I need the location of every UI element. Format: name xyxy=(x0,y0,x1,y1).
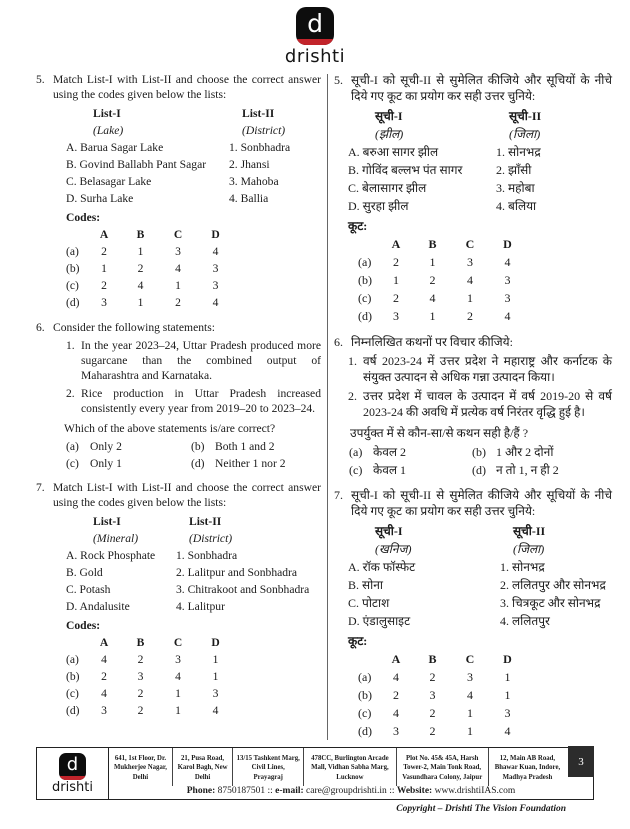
code-value: 1 xyxy=(175,687,181,700)
match-item: A. बरुआ सागर झील xyxy=(348,145,439,159)
match-item: D. सुरहा झील xyxy=(348,199,409,213)
code-value: 3 xyxy=(429,688,436,702)
code-value: 2 xyxy=(137,704,144,717)
codes-header-spacer xyxy=(66,634,86,651)
option-text: केवल 2 xyxy=(373,445,407,459)
email-value: care@groupdrishti.in xyxy=(306,786,387,796)
code-value: 4 xyxy=(212,704,219,717)
match-item: D. एंडालुसाइट xyxy=(348,614,411,628)
logo-letter: d xyxy=(66,753,79,775)
options xyxy=(66,439,321,471)
codes-row xyxy=(358,289,612,307)
match-list xyxy=(348,107,612,215)
code-value: 2 xyxy=(467,309,473,323)
code-value: 1 xyxy=(212,670,219,683)
codes-header: D xyxy=(503,237,512,251)
page-number: 3 xyxy=(568,746,594,777)
code-value: 3 xyxy=(175,245,181,258)
code-value: 2 xyxy=(429,273,436,287)
question-5-en xyxy=(36,72,321,311)
question-5-hi xyxy=(334,72,612,325)
list1-subheader: (Mineral) xyxy=(93,532,139,545)
match-item: 3. महोबा xyxy=(496,181,535,195)
codes-header: B xyxy=(136,636,145,649)
code-value: 1 xyxy=(175,704,181,717)
codes-label: कूट: xyxy=(348,219,368,233)
code-value: 4 xyxy=(175,262,181,275)
code-value: 4 xyxy=(504,309,511,323)
codes-header: C xyxy=(173,228,183,241)
match-item: 4. बलिया xyxy=(496,199,537,213)
codes-header: B xyxy=(428,652,437,666)
option-label: (c) xyxy=(349,463,363,477)
match-item: 3. Mahoba xyxy=(229,175,279,188)
copyright-line: Copyright – Drishti The Vision Foundation xyxy=(396,804,566,814)
option-label: (c) xyxy=(66,457,79,470)
code-value: 4 xyxy=(212,296,219,309)
option-text: केवल 1 xyxy=(373,463,407,477)
codes-header: A xyxy=(99,228,109,241)
question-number: 7. xyxy=(36,481,45,494)
codes-row xyxy=(358,668,612,686)
hindi-column xyxy=(334,72,612,740)
option-label: (b) xyxy=(191,440,205,453)
code-value: 2 xyxy=(137,653,144,666)
question-intro: Match List-I with List-II and choose the correct answer using the codes given below the lists: xyxy=(53,481,321,509)
footer-addresses xyxy=(109,748,593,786)
code-value: 2 xyxy=(393,688,399,702)
question-intro: Match List-I with List-II and choose the correct answer using the codes given below the lists: xyxy=(53,73,321,101)
phone-label: Phone: xyxy=(186,786,216,796)
match-item: B. गोविंद बल्लभ पंत सागर xyxy=(348,163,463,177)
code-value: 2 xyxy=(393,291,399,305)
match-item: C. Potash xyxy=(66,583,111,596)
list2-header: सूची-II xyxy=(509,109,542,123)
code-value: 1 xyxy=(137,296,144,309)
code-value: 3 xyxy=(101,704,107,717)
codes-header: B xyxy=(428,237,437,251)
codes-header: B xyxy=(136,228,145,241)
codes-header-spacer xyxy=(358,235,378,253)
option-b xyxy=(472,444,612,460)
match-item: A. Rock Phosphate xyxy=(66,549,156,562)
codes-header-spacer xyxy=(66,226,86,243)
drishti-wordmark: drishti xyxy=(284,46,346,67)
match-item: B. Govind Ballabh Pant Sagar xyxy=(66,158,207,171)
match-item: 1. Sonbhadra xyxy=(229,141,291,154)
drishti-logo xyxy=(0,0,630,67)
list1-header: सूची-I xyxy=(375,524,403,538)
codes-label: कूट: xyxy=(348,634,368,648)
codes-header-row xyxy=(66,634,321,651)
website-value: www.drishtiIAS.com xyxy=(434,786,516,796)
statement-number: 1. xyxy=(348,354,357,368)
footer-contact-line xyxy=(109,786,593,799)
codes-header: C xyxy=(173,636,183,649)
match-item: D. Andalusite xyxy=(66,600,130,613)
code-value: 4 xyxy=(467,688,473,702)
match-item: 1. सोनभद्र xyxy=(500,560,545,574)
option-a xyxy=(66,439,191,454)
code-value: 2 xyxy=(429,706,436,720)
codes-header: A xyxy=(391,652,401,666)
codes-row-label: (b) xyxy=(66,670,80,683)
match-item: 1. सोनभद्र xyxy=(496,145,541,159)
question-6-hi xyxy=(334,334,612,478)
code-value: 2 xyxy=(137,687,144,700)
code-value: 1 xyxy=(137,245,144,258)
match-item: B. Gold xyxy=(66,566,103,579)
question-ask: Which of the above statements is/are correct? xyxy=(64,422,276,435)
code-value: 1 xyxy=(101,262,107,275)
list1-subheader: (Lake) xyxy=(93,124,124,137)
code-value: 3 xyxy=(212,262,219,275)
address-lucknow: 478CC, Burlington Arcade Mall, Vidhan Sabha Marg, Lucknow xyxy=(303,748,395,786)
code-value: 3 xyxy=(504,273,511,287)
option-label: (b) xyxy=(472,445,486,459)
code-value: 1 xyxy=(467,724,473,738)
code-value: 3 xyxy=(504,291,511,305)
code-value: 3 xyxy=(393,724,399,738)
code-value: 3 xyxy=(137,670,144,683)
list2-subheader: (जिला) xyxy=(513,542,545,556)
codes-row xyxy=(358,307,612,325)
codes-row xyxy=(358,686,612,704)
code-value: 4 xyxy=(429,291,436,305)
match-item: 4. Ballia xyxy=(229,192,269,205)
logo-red-bar xyxy=(59,776,86,780)
option-d xyxy=(472,462,612,478)
question-intro: निम्नलिखित कथनों पर विचार कीजिये: xyxy=(351,335,513,349)
code-value: 3 xyxy=(504,706,511,720)
address-prayagraj: 13/15 Tashkent Marg, Civil Lines, Prayagraj xyxy=(232,748,303,786)
codes-row xyxy=(66,294,321,311)
statement-text: वर्ष 2023-24 में उत्तर प्रदेश ने महाराष्ट्र और कर्नाटक के संयुक्त उत्पादन से अधिक गन्ना उत्पादन किया। xyxy=(363,354,612,384)
codes-row-label: (a) xyxy=(66,245,79,258)
column-divider xyxy=(327,74,328,740)
list2-subheader: (जिला) xyxy=(509,127,541,141)
code-value: 2 xyxy=(393,255,399,269)
code-value: 1 xyxy=(212,653,219,666)
option-text: Neither 1 nor 2 xyxy=(215,457,286,470)
code-value: 4 xyxy=(393,670,399,684)
code-value: 3 xyxy=(393,309,399,323)
code-value: 3 xyxy=(467,670,473,684)
codes-header-row xyxy=(66,226,321,243)
codes-header: D xyxy=(503,652,512,666)
match-item: 2. Lalitpur and Sonbhadra xyxy=(176,566,298,579)
codes-table xyxy=(66,634,321,719)
list2-subheader: (District) xyxy=(189,532,233,545)
question-7-hi xyxy=(334,487,612,740)
email-label: e-mail: xyxy=(275,786,304,796)
match-item: 4. Lalitpur xyxy=(176,600,225,613)
english-column xyxy=(36,72,321,740)
option-text: Only 1 xyxy=(90,457,122,470)
statements xyxy=(66,338,321,416)
codes-row-label: (d) xyxy=(66,704,80,717)
website-label: Website: xyxy=(396,786,433,796)
match-item: C. बेलासागर झील xyxy=(348,181,427,195)
statement xyxy=(348,388,612,420)
codes-row xyxy=(66,277,321,294)
codes-label: Codes: xyxy=(66,619,101,632)
option-b xyxy=(191,439,321,454)
codes-table xyxy=(358,650,612,740)
codes-table xyxy=(66,226,321,311)
match-item: B. सोना xyxy=(348,578,383,592)
codes-row-label: (c) xyxy=(66,687,79,700)
logo-red-bar xyxy=(296,39,334,45)
code-value: 4 xyxy=(393,706,399,720)
option-label: (a) xyxy=(66,440,79,453)
question-intro: सूची-I को सूची-II से सुमेलित कीजिये और सूचियों के नीचे दिये गए कूट का प्रयोग कर सही उत्तर चुनिये: xyxy=(351,73,612,103)
list2-header: List-II xyxy=(189,515,222,528)
question-ask: उपर्युक्त में से कौन-सा/से कथन सही है/हैं ? xyxy=(350,426,529,440)
statement-text: In the year 2023–24, Uttar Pradesh produced more sugarcane than the combined output of Maharashtra and Karnataka. xyxy=(81,339,321,382)
option-label: (d) xyxy=(472,463,486,477)
code-value: 4 xyxy=(137,279,144,292)
question-intro: Consider the following statements: xyxy=(53,321,215,334)
phone-number: 8750187501 xyxy=(217,786,266,796)
statement xyxy=(66,386,321,416)
code-value: 3 xyxy=(101,296,107,309)
codes-header: C xyxy=(465,652,475,666)
drishti-wordmark: drishti xyxy=(52,779,93,795)
match-item: 4. ललितपुर xyxy=(500,614,550,628)
match-item: 2. ललितपुर और सोनभद्र xyxy=(500,578,606,592)
code-value: 4 xyxy=(467,273,473,287)
codes-header: A xyxy=(99,636,109,649)
codes-header: D xyxy=(211,636,220,649)
code-value: 2 xyxy=(175,296,181,309)
list2-header: List-II xyxy=(242,107,275,120)
question-number: 7. xyxy=(334,488,343,502)
code-value: 2 xyxy=(101,279,107,292)
statement-text: उत्तर प्रदेश में चावल के उत्पादन में वर्ष 2019-20 से वर्ष 2023-24 की अवधि में प्रत्येक वर्ष निरंतर वृद्धि हुई है। xyxy=(363,389,612,419)
codes-table xyxy=(358,235,612,325)
option-label: (d) xyxy=(191,457,205,470)
match-list xyxy=(66,105,321,207)
match-item: D. Surha Lake xyxy=(66,192,134,205)
match-item: 1. Sonbhadra xyxy=(176,549,238,562)
codes-header-row xyxy=(358,235,612,253)
statement xyxy=(348,353,612,385)
code-value: 1 xyxy=(393,273,399,287)
match-item: C. पोटाश xyxy=(348,596,390,610)
codes-label: Codes: xyxy=(66,211,101,224)
option-c xyxy=(349,462,472,478)
statement-text: Rice production in Uttar Pradesh increased consistently every year from 2019–20 to 2023–24. xyxy=(81,387,321,415)
drishti-logo-icon xyxy=(296,7,334,45)
statement-number: 2. xyxy=(66,387,75,400)
match-list xyxy=(66,513,321,615)
code-value: 2 xyxy=(429,670,436,684)
option-label: (a) xyxy=(349,445,363,459)
question-number: 5. xyxy=(36,73,45,86)
codes-row xyxy=(66,651,321,668)
codes-row xyxy=(66,702,321,719)
question-number: 6. xyxy=(334,335,343,349)
code-value: 3 xyxy=(175,653,181,666)
match-item: 3. Chitrakoot and Sonbhadra xyxy=(176,583,310,596)
codes-row-label: (d) xyxy=(358,309,372,323)
code-value: 1 xyxy=(175,279,181,292)
code-value: 4 xyxy=(504,724,511,738)
codes-row-label: (c) xyxy=(66,279,79,292)
codes-row-label: (c) xyxy=(358,706,372,720)
options xyxy=(349,444,612,478)
list1-subheader: (झील) xyxy=(375,127,404,141)
address-jaipur: Plot No. 45& 45A, Harsh Tower-2, Main Tonk Road, Vasundhara Colony, Jaipur xyxy=(396,748,488,786)
code-value: 1 xyxy=(429,309,436,323)
code-value: 4 xyxy=(504,255,511,269)
separator: :: xyxy=(389,786,395,796)
codes-row xyxy=(66,260,321,277)
statements xyxy=(348,353,612,420)
drishti-logo-icon xyxy=(59,753,86,780)
option-text: न तो 1, न ही 2 xyxy=(496,463,559,477)
codes-row xyxy=(358,722,612,740)
question-number: 6. xyxy=(36,321,45,334)
code-value: 4 xyxy=(101,687,107,700)
codes-row-label: (c) xyxy=(358,291,372,305)
codes-row xyxy=(66,685,321,702)
list1-subheader: (खनिज) xyxy=(375,542,412,556)
codes-header: D xyxy=(211,228,220,241)
option-c xyxy=(66,456,191,471)
code-value: 1 xyxy=(467,706,473,720)
match-item: 2. Jhansi xyxy=(229,158,270,171)
list2-subheader: (District) xyxy=(242,124,286,137)
footer-main xyxy=(109,748,593,799)
code-value: 4 xyxy=(175,670,181,683)
code-value: 1 xyxy=(504,670,511,684)
footer xyxy=(36,747,594,800)
list1-header: List-I xyxy=(93,515,121,528)
codes-row-label: (d) xyxy=(66,296,80,309)
codes-row xyxy=(66,668,321,685)
logo-letter: d xyxy=(307,9,323,38)
address-indore: 12, Main AB Road, Bhawar Kuan, Indore, Madhya Pradesh xyxy=(488,748,566,786)
code-value: 1 xyxy=(467,291,473,305)
codes-header-row xyxy=(358,650,612,668)
codes-row-label: (b) xyxy=(358,688,372,702)
code-value: 1 xyxy=(504,688,511,702)
question-7-en xyxy=(36,480,321,719)
codes-header: C xyxy=(465,237,475,251)
codes-row xyxy=(358,271,612,289)
codes-row-label: (b) xyxy=(358,273,372,287)
codes-row-label: (a) xyxy=(66,653,79,666)
question-intro: सूची-I को सूची-II से सुमेलित कीजिये और सूचियों के नीचे दिये गए कूट का प्रयोग कर सही उत्तर चुनिये: xyxy=(351,488,612,518)
code-value: 3 xyxy=(467,255,473,269)
list2-header: सूची-II xyxy=(513,524,546,538)
codes-header-spacer xyxy=(358,650,378,668)
codes-header: A xyxy=(391,237,401,251)
code-value: 2 xyxy=(137,262,144,275)
code-value: 3 xyxy=(212,279,219,292)
separator: :: xyxy=(267,786,273,796)
match-list xyxy=(348,522,612,630)
option-text: 1 और 2 दोनों xyxy=(496,445,554,459)
list1-header: सूची-I xyxy=(375,109,403,123)
footer-logo xyxy=(37,748,109,799)
code-value: 3 xyxy=(212,687,219,700)
statement-number: 2. xyxy=(348,389,357,403)
content-columns xyxy=(36,72,614,740)
match-item: C. Belasagar Lake xyxy=(66,175,152,188)
address-delhi: 641, 1st Floor, Dr. Mukherjee Nagar, Delhi xyxy=(113,754,167,781)
match-item: A. Barua Sagar Lake xyxy=(66,141,164,154)
match-item: A. रॉक फॉस्फेट xyxy=(348,560,416,574)
codes-row xyxy=(66,243,321,260)
statement-number: 1. xyxy=(66,339,75,352)
match-item: 3. चित्रकूट और सोनभद्र xyxy=(500,596,601,610)
codes-row-label: (d) xyxy=(358,724,372,738)
code-value: 1 xyxy=(429,255,436,269)
question-number: 5. xyxy=(334,73,343,87)
codes-row-label: (a) xyxy=(358,670,372,684)
match-item: 2. झाँसी xyxy=(496,163,532,177)
codes-row-label: (b) xyxy=(66,262,80,275)
question-6-en xyxy=(36,320,321,471)
list1-header: List-I xyxy=(93,107,121,120)
code-value: 2 xyxy=(429,724,436,738)
code-value: 4 xyxy=(101,653,107,666)
address-karol-bagh: 21, Pusa Road, Karol Bagh, New Delhi xyxy=(172,748,232,786)
option-text: Both 1 and 2 xyxy=(215,440,275,453)
codes-row xyxy=(358,704,612,722)
option-text: Only 2 xyxy=(90,440,122,453)
codes-row xyxy=(358,253,612,271)
option-a xyxy=(349,444,472,460)
codes-row-label: (a) xyxy=(358,255,372,269)
statement xyxy=(66,338,321,383)
code-value: 2 xyxy=(101,670,107,683)
code-value: 4 xyxy=(212,245,219,258)
option-d xyxy=(191,456,321,471)
code-value: 2 xyxy=(101,245,107,258)
